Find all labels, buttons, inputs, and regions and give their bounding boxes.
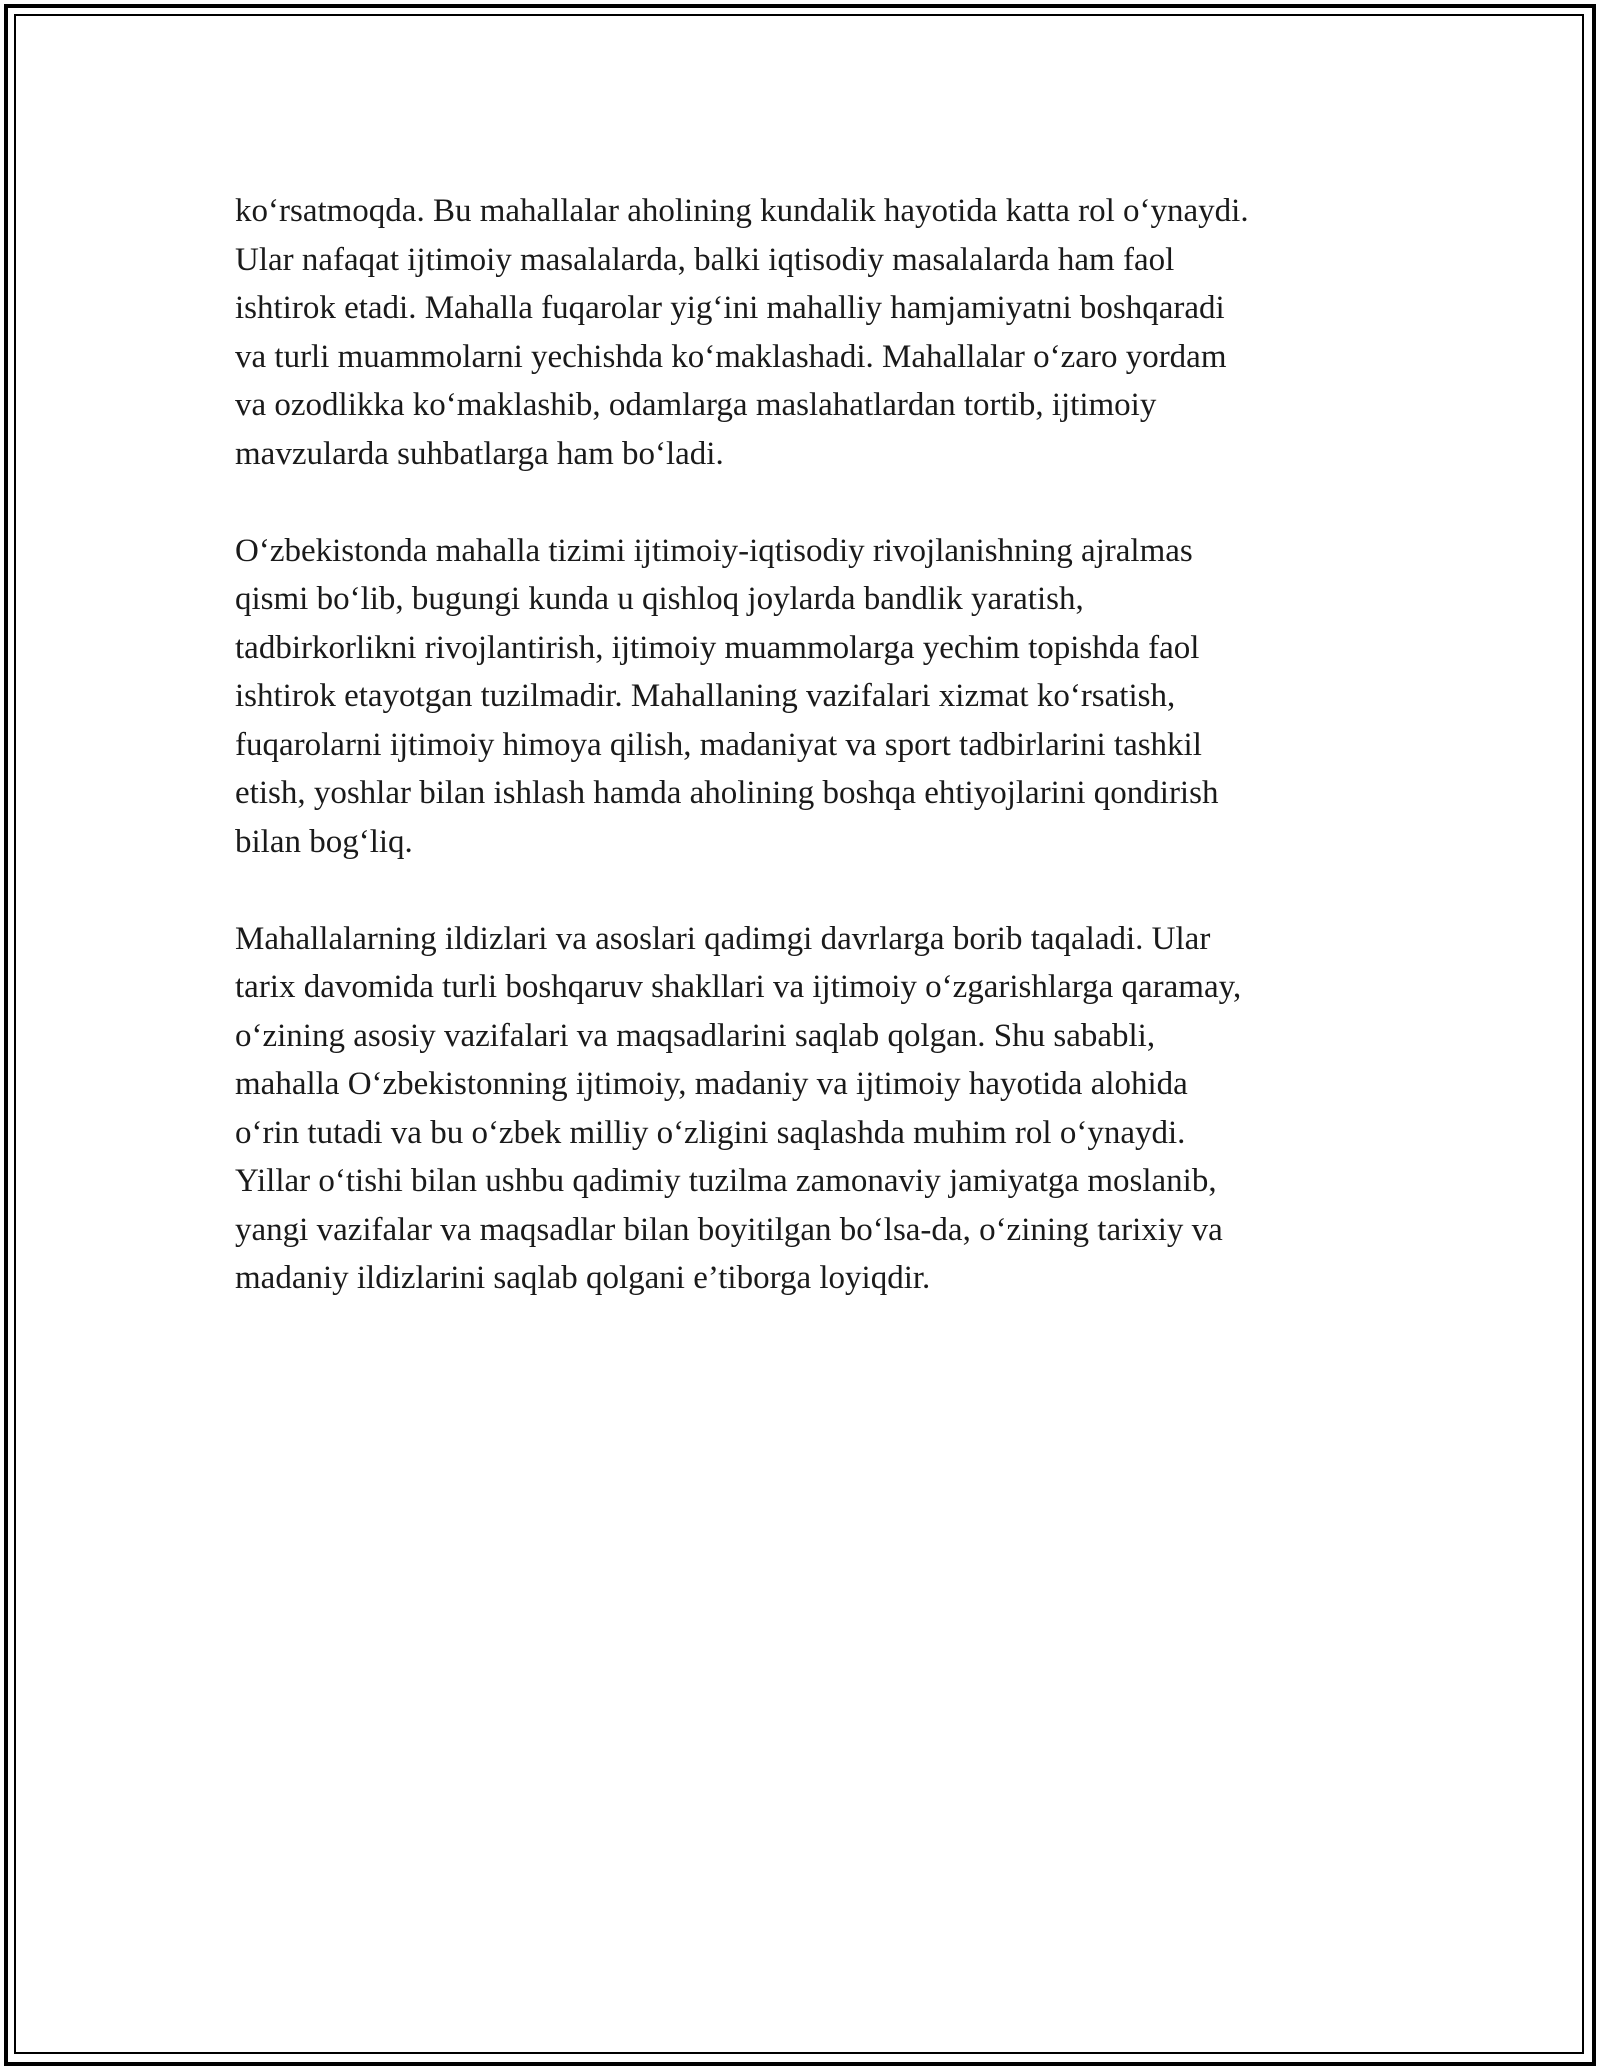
- text-line: bilan bog‘liq.: [235, 823, 413, 860]
- text-line: va turli muammolarni yechishda ko‘maklashadi. Mahallalar o‘zaro yordam: [235, 338, 1227, 375]
- paragraph-2: [235, 527, 1375, 867]
- text-line: ko‘rsatmoqda. Bu mahallalar aholining kundalik hayotida katta rol o‘ynaydi.: [235, 193, 1249, 229]
- paragraph-spacer: [235, 478, 1375, 527]
- text-line: va ozodlikka ko‘maklashib, odamlarga maslahatlardan tortib, ijtimoiy: [235, 387, 1157, 423]
- document-body: [235, 187, 1375, 1303]
- text-line: mahalla O‘zbekistonning ijtimoiy, madaniy va ijtimoiy hayotida alohida: [235, 1066, 1188, 1102]
- text-line: Yillar o‘tishi bilan ushbu qadimiy tuzilma zamonaviy jamiyatga moslanib,: [235, 1163, 1217, 1199]
- text-line: o‘zining asosiy vazifalari va maqsadlarini saqlab qolgan. Shu sababli,: [235, 1017, 1156, 1054]
- text-line: madaniy ildizlarini saqlab qolgani e’tiborga loyiqdir.: [235, 1260, 931, 1296]
- paragraph-spacer: [235, 866, 1375, 915]
- text-line: tarix davomida turli boshqaruv shakllari va ijtimoiy o‘zgarishlarga qaramay,: [235, 969, 1242, 1005]
- text-line: Ular nafaqat ijtimoiy masalalarda, balki iqtisodiy masalalarda ham faol: [235, 241, 1175, 278]
- text-line: O‘zbekistonda mahalla tizimi ijtimoiy-iqtisodiy rivojlanishning ajralmas: [235, 532, 1193, 569]
- text-line: tadbirkorlikni rivojlantirish, ijtimoiy muammolarga yechim topishda faol: [235, 629, 1200, 666]
- text-line: etish, yoshlar bilan ishlash hamda aholining boshqa ehtiyojlarini qondirish: [235, 775, 1219, 811]
- text-line: fuqarolarni ijtimoiy himoya qilish, madaniyat va sport tadbirlarini tashkil: [235, 726, 1202, 763]
- text-line: o‘rin tutadi va bu o‘zbek milliy o‘zligini saqlashda muhim rol o‘ynaydi.: [235, 1114, 1186, 1151]
- paragraph-3: [235, 915, 1375, 1303]
- text-line: yangi vazifalar va maqsadlar bilan boyitilgan bo‘lsa-da, o‘zining tarixiy va: [235, 1211, 1223, 1248]
- text-line: ishtirok etayotgan tuzilmadir. Mahallaning vazifalari xizmat ko‘rsatish,: [235, 678, 1176, 714]
- paragraph-1: [235, 187, 1375, 478]
- text-line: ishtirok etadi. Mahalla fuqarolar yig‘ini mahalliy hamjamiyatni boshqaradi: [235, 290, 1225, 326]
- text-line: Mahallalarning ildizlari va asoslari qadimgi davrlarga borib taqaladi. Ular: [235, 920, 1211, 957]
- text-line: mavzularda suhbatlarga ham bo‘ladi.: [235, 435, 724, 472]
- text-line: qismi bo‘lib, bugungi kunda u qishloq joylarda bandlik yaratish,: [235, 581, 1084, 617]
